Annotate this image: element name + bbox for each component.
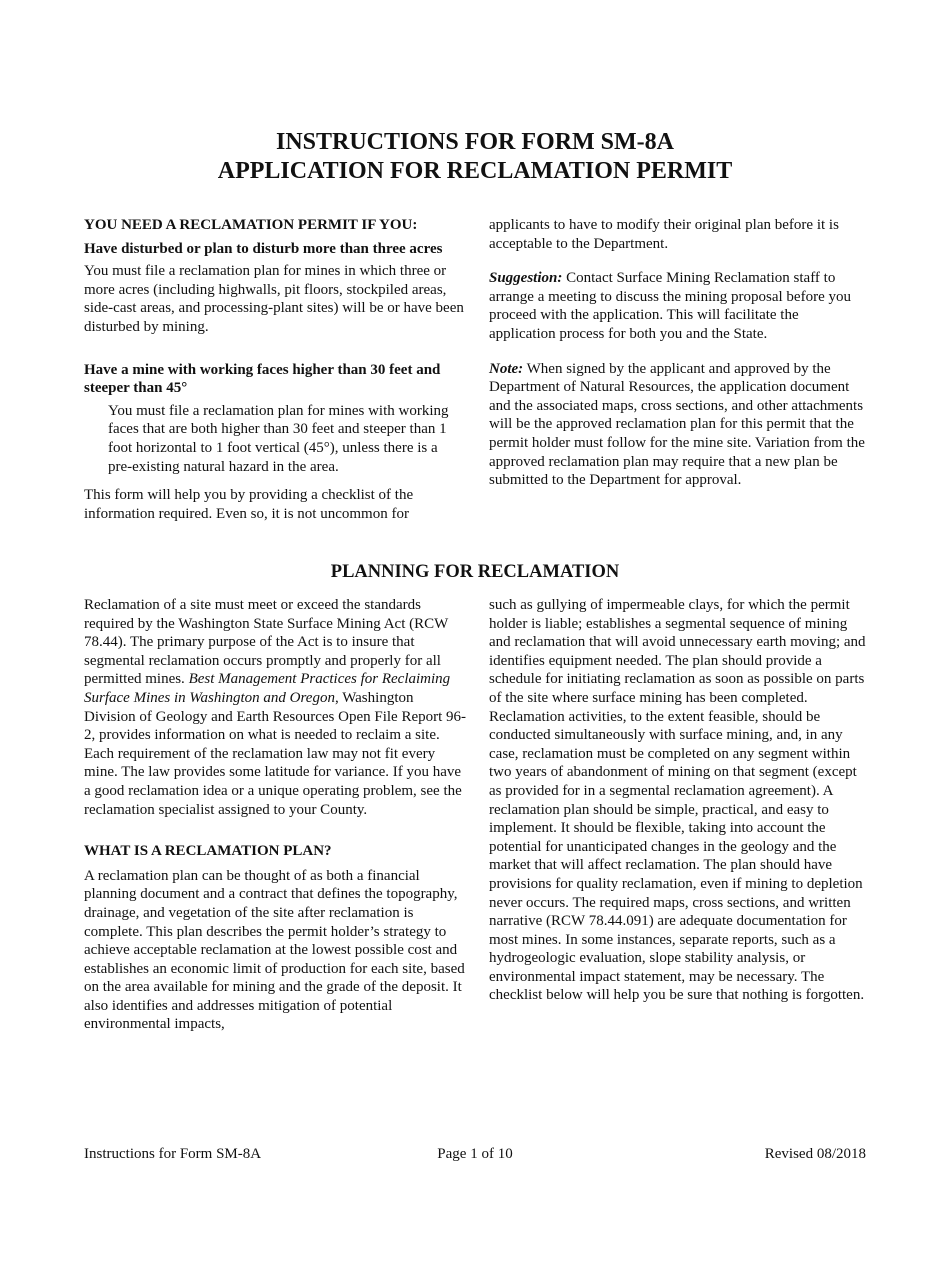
footer-page-number: Page 1 of 10 [437,1146,513,1162]
permit-heading: YOU NEED A RECLAMATION PERMIT IF YOU: [84,217,418,233]
note-paragraph [489,360,869,490]
bmp-title: Best Management Practices for Reclaiming Surface Mines in Washington and Oregon [84,671,451,706]
acres-text: You must file a reclamation plan for mines in which three or more acres (including highwalls, pit floors, stockpiled areas, side-cast areas, and processing-plant sites) will be or have been disturbed by mining. [84,263,464,335]
title-line-1: INSTRUCTIONS FOR FORM SM-8A [275,129,674,155]
planning-heading: PLANNING FOR RECLAMATION [330,562,620,582]
what-is-plan-continued: such as gullying of impermeable clays, for which the permit holder is liable; establishes a segmental sequence of mining and reclamation that will avoid unnecessary earth moving; and identifies equipment needed. The plan should provide a schedule for initiating reclamation as soon as possible on parts of the site where surface mining has been completed. Reclamation activities, to the extent feasible, should be conducted simultaneously with surface mining, and, in any case, reclamation must be completed on any segment within two years of abandonment of mining on that segment (except as provided for in a segmental reclamation agreement). A reclamation plan should be simple, practical, and easy to implement. It should be flexible, taking into account the potential for unanticipated changes in the geology and the market that will affect reclamation. The plan should have provisions for quality reclamation, even if mining to depletion never occurs. The required maps, cross sections, and written narrative (RCW 78.44.091) are adequate documentation for most mines. In some instances, separate reports, such as a hydrogeologic evaluation, slope stability analysis, or environmental impact statement, may be necessary. The checklist below will help you be sure that nothing is forgotten. [489,597,866,1004]
planning-right-column [489,596,869,1005]
title-line-2: APPLICATION FOR RECLAMATION PERMIT [217,158,733,184]
form-help-continued: applicants to have to modify their original plan before it is acceptable to the Department. [489,217,839,252]
planning-text-a: Reclamation of a site must meet or exceed the standards required by the Washington State Surface Mining Act (RCW 78.44). The primary purpose of the Act is to insure that segmental reclamation occurs promptly and properly for all permitted mines. [84,597,449,688]
what-is-plan-heading: WHAT IS A RECLAMATION PLAN? [84,843,332,860]
planning-left-column [84,596,468,1034]
note-text: When signed by the applicant and approved by the Department of Natural Resources, the application document and the associated maps, cross sections, and other attachments will be the approved reclamation plan for this permit that the permit holder must follow for the mine site. Variation from the approved reclamation plan may require that a new plan be submitted to the Department for approval. [489,360,865,489]
footer-revised: Revised 08/2018 [764,1146,866,1162]
planning-text-b: , Washington Division of Geology and Earth Resources Open File Report 96-2, provides information on what is needed to reclaim a site. Each requirement of the reclamation law may not fit every mine. The law provides some latitude for variance. If you have a good reclamation idea or a unique operating problem, see the reclamation specialist assigned to your County. [84,689,467,818]
working-faces-text: You must file a reclamation plan for mines with working faces that are both higher than 30 feet and steeper than 1 foot horizontal to 1 foot vertical (45°), unless there is a pre-existing natural hazard in the area. [108,402,449,475]
what-is-plan-text: A reclamation plan can be thought of as both a financial planning document and a contract that defines the topography, drainage, and vegetation of the site after reclamation is complete. This plan describes the permit holder’s strategy to achieve acceptable reclamation at the lowest possible cost and establishes an economic limit of production for each site, based on the area available for mining and the grade of the deposit. It also identifies and addresses mitigation of potential environmental impacts, [84,867,465,1033]
footer-left: Instructions for Form SM-8A [84,1146,262,1162]
acres-subheading: Have disturbed or plan to disturb more than three acres [84,240,443,257]
suggestion-text: Contact Surface Mining Reclamation staff to arrange a meeting to discuss the mining proposal before you proceed with the application. This will facilitate the application process for both you and the State. [489,270,851,342]
working-faces-subheading: Have a mine with working faces higher than 30 feet and steeper than 45° [84,361,441,397]
planning-paragraph [84,596,468,819]
note-label: Note: [489,360,524,377]
suggestion-label: Suggestion: [489,270,563,287]
document-title [0,128,950,186]
form-help-text: This form will help you by providing a checklist of the information required. Even so, it is not uncommon for [84,487,414,522]
suggestion-paragraph [489,269,869,343]
intro-left-column [84,216,464,523]
intro-right-column [489,216,869,490]
